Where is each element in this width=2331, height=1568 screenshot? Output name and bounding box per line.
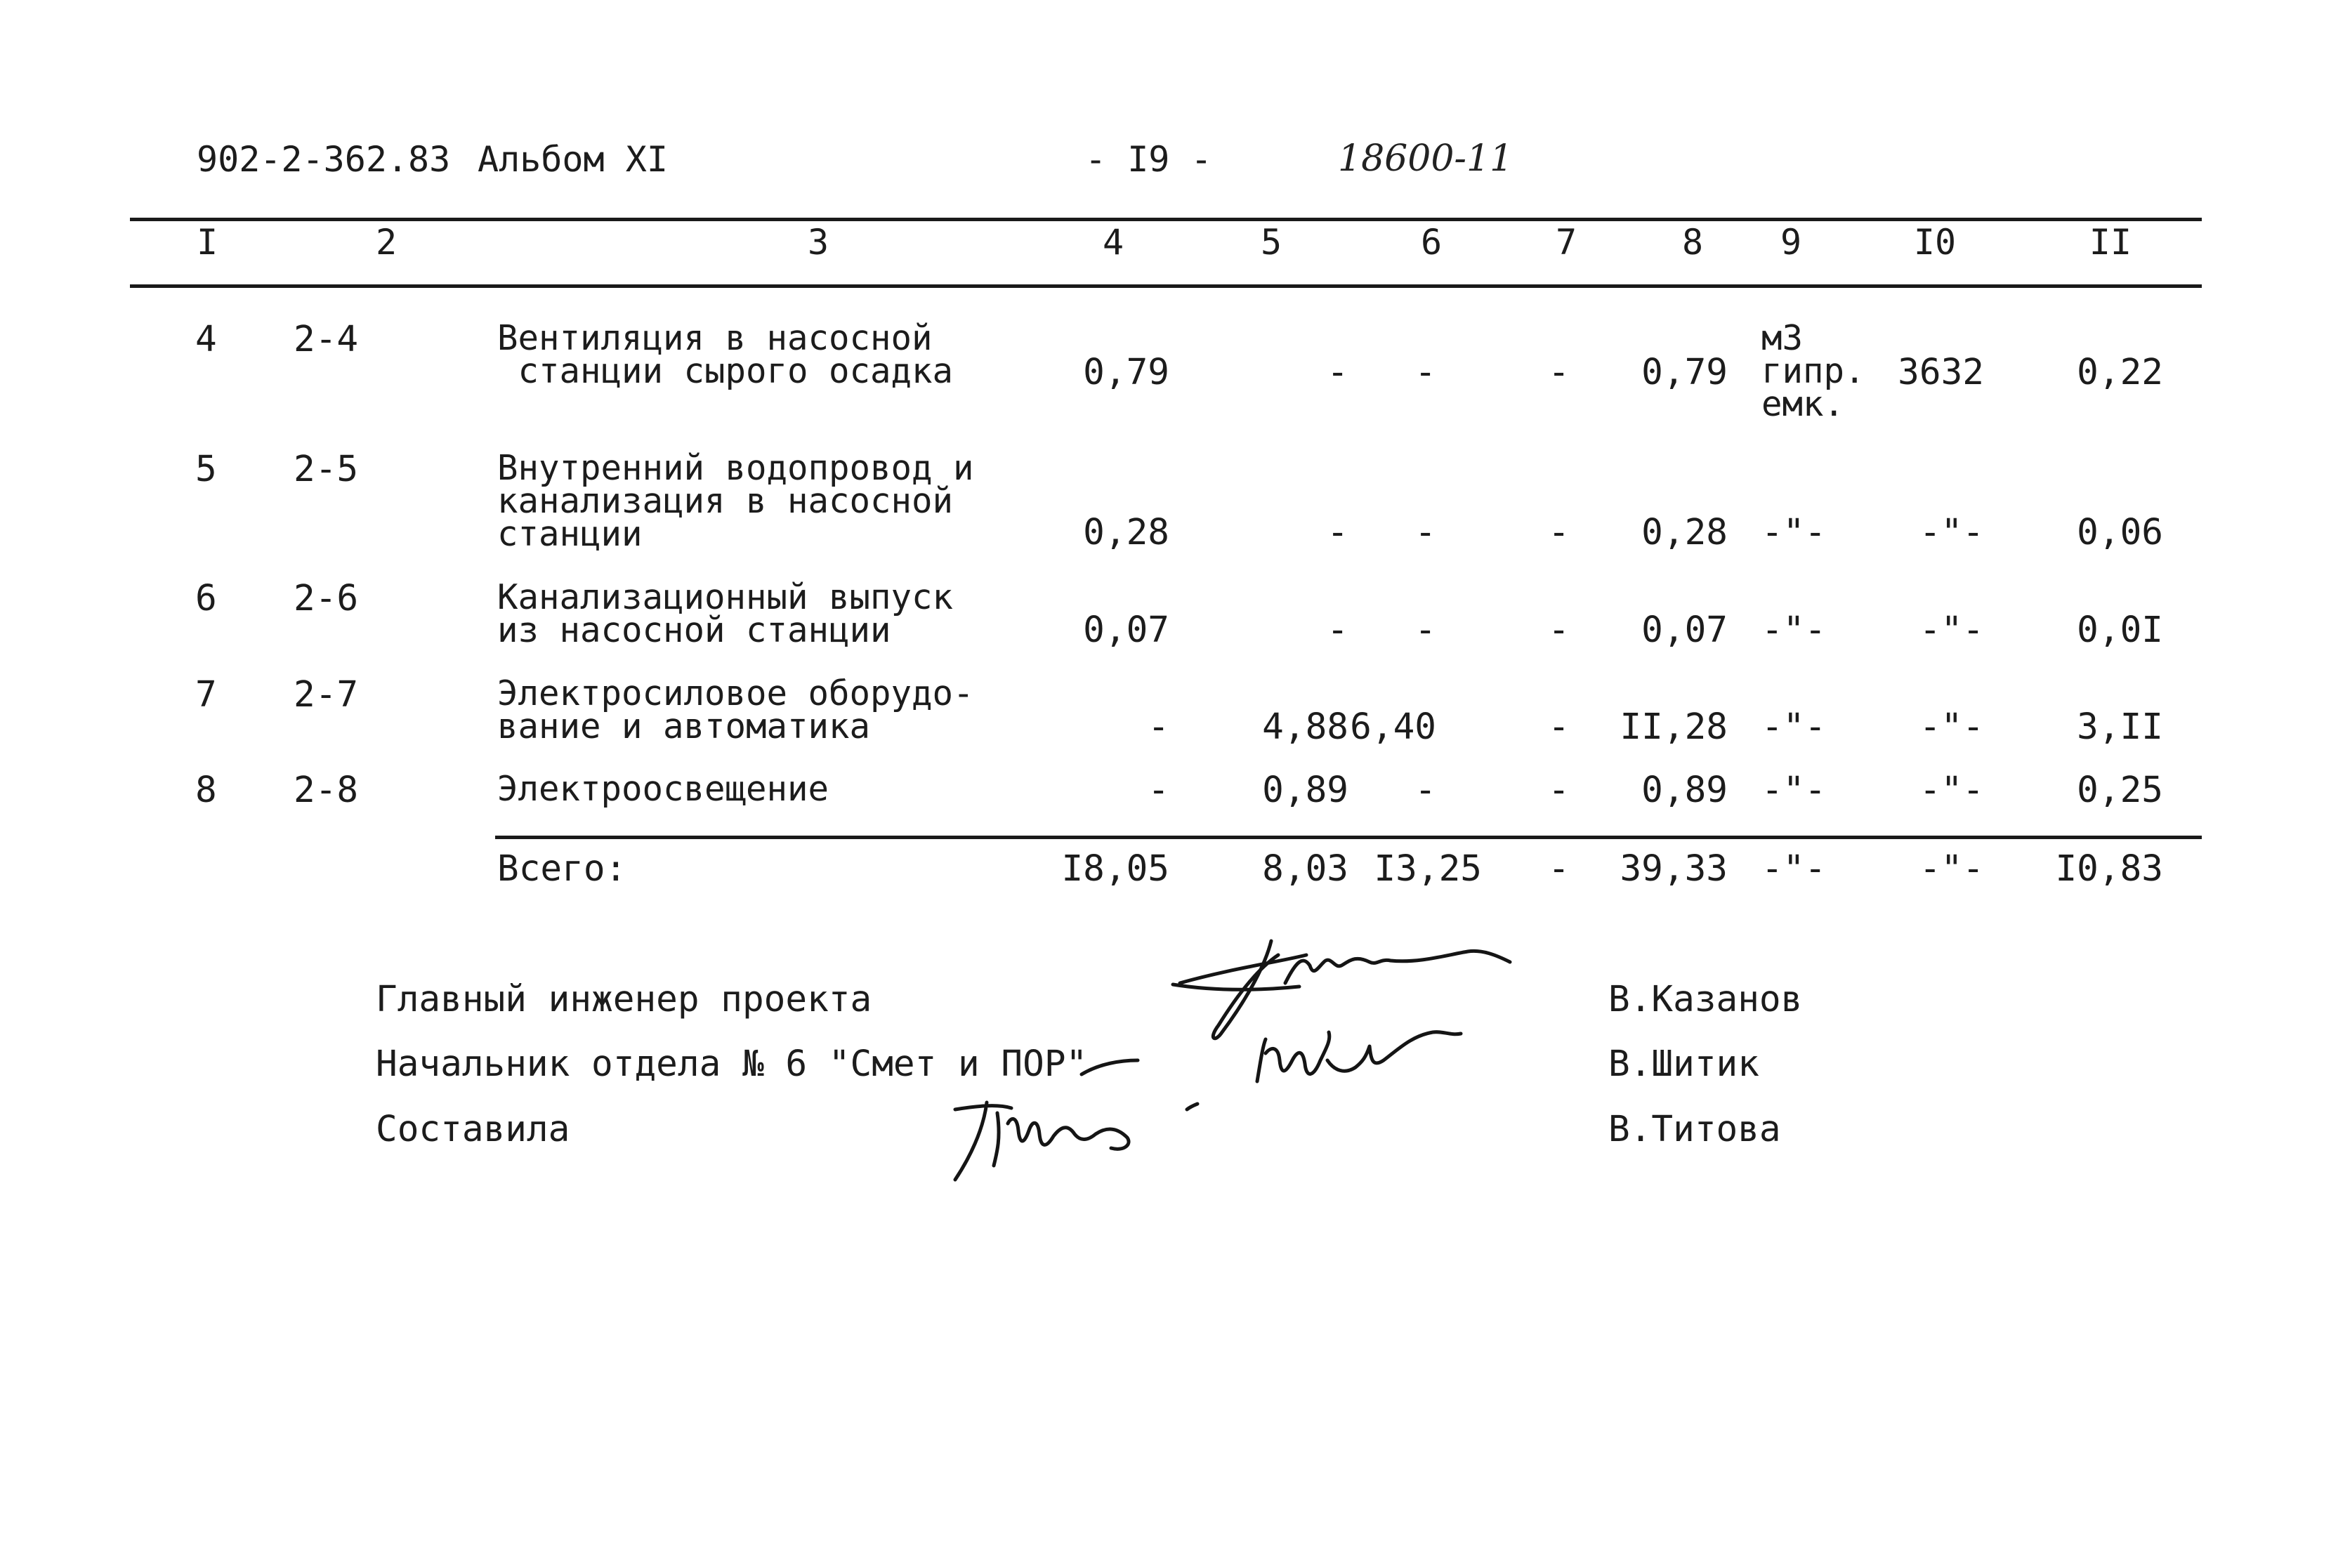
cell-col8: II,28 (1620, 706, 1728, 748)
row-code: 2-7 (294, 674, 359, 716)
total-col7: - (1548, 848, 1570, 890)
cell-col11: 3,II (2077, 706, 2163, 748)
signer-role: Начальник отдела № 6 "Смет и ПОР" (376, 1043, 1088, 1085)
row-description-line: Электросиловое оборудо- (497, 673, 974, 713)
column-number: 2 (375, 222, 398, 263)
cell-col7: - (1548, 512, 1570, 553)
cell-col8: 0,07 (1641, 610, 1728, 651)
total-rule (495, 836, 2202, 839)
unit-line: м3 (1761, 318, 1804, 358)
column-number: 3 (807, 222, 829, 263)
row-number: 6 (195, 578, 217, 619)
signer-name: В.Титова (1608, 1109, 1781, 1150)
total-col9: -"- (1761, 848, 1827, 890)
cell-col5: - (1327, 352, 1348, 393)
cell-col4: 0,07 (1083, 610, 1169, 651)
cell-col10: -"- (1919, 706, 1984, 748)
cell-col6: 6,40 (1350, 706, 1436, 748)
cell-col10: -"- (1919, 512, 1984, 553)
signer-role: Составила (376, 1109, 570, 1150)
cell-col4: 0,79 (1083, 352, 1169, 393)
unit-line: гипр. (1761, 351, 1865, 391)
row-description-line: станции (497, 514, 643, 554)
cell-col11: 0,25 (2077, 770, 2163, 811)
page-number: - I9 - (1085, 139, 1212, 180)
row-number: 7 (195, 674, 217, 716)
column-number: 5 (1260, 222, 1282, 263)
row-description-line: из насосной станции (497, 610, 891, 650)
row-description-line: вание и автоматика (497, 706, 871, 746)
cell-col11: 0,22 (2077, 352, 2163, 393)
row-description-line: канализация в насосной (497, 481, 954, 521)
cell-col5: - (1327, 610, 1348, 651)
column-number: II (2089, 222, 2132, 263)
cell-col4: 0,28 (1083, 512, 1169, 553)
cell-col11: 0,0I (2077, 610, 2163, 651)
row-description-line: Вентиляция в насосной (497, 318, 933, 358)
cell-col9: -"- (1761, 610, 1827, 651)
row-code: 2-8 (294, 770, 359, 811)
signer-role: Главный инженер проекта (376, 979, 872, 1020)
row-number: 5 (195, 449, 217, 490)
total-col8: 39,33 (1620, 848, 1728, 890)
row-description-line: Канализационный выпуск (497, 577, 954, 617)
cell-col7: - (1548, 770, 1570, 811)
cell-col6: - (1414, 512, 1436, 553)
cell-col5: - (1327, 512, 1348, 553)
cell-col10: -"- (1919, 610, 1984, 651)
signer-name: В.Казанов (1608, 979, 1803, 1020)
cell-col8: 0,89 (1641, 770, 1728, 811)
cell-col10: -"- (1919, 770, 1984, 811)
column-number: I0 (1913, 222, 1957, 263)
cell-col6: - (1414, 610, 1436, 651)
row-code: 2-4 (294, 319, 359, 360)
album-label: Альбом XI (478, 139, 668, 180)
cell-col8: 0,79 (1641, 352, 1728, 393)
cell-col4: - (1148, 706, 1169, 748)
row-description-line: станции сырого осадка (497, 351, 954, 391)
signer-name: В.Шитик (1608, 1043, 1759, 1085)
cell-col5: 4,88 (1262, 706, 1348, 748)
signature-titova (927, 1081, 1292, 1187)
total-col10: -"- (1919, 848, 1984, 890)
column-number: 8 (1681, 222, 1704, 263)
cell-col11: 0,06 (2077, 512, 2163, 553)
total-label: Всего: (497, 848, 627, 890)
column-number: I (196, 222, 218, 263)
document-code: 902-2-362.83 (197, 139, 451, 180)
handwritten-number: 18600-11 (1338, 138, 1513, 180)
row-code: 2-6 (294, 578, 359, 619)
total-col5: 8,03 (1262, 848, 1348, 890)
cell-col8: 0,28 (1641, 512, 1728, 553)
cell-col7: - (1548, 610, 1570, 651)
column-number: 6 (1420, 222, 1443, 263)
cell-col10: 3632 (1898, 352, 1984, 393)
row-code: 2-5 (294, 449, 359, 490)
row-number: 4 (195, 319, 217, 360)
row-description-line: Электроосвещение (497, 769, 829, 809)
unit-line: емк. (1761, 384, 1845, 424)
total-col4: I8,05 (1061, 848, 1169, 890)
table-top-rule (130, 218, 2202, 221)
cell-col9: -"- (1761, 512, 1827, 553)
cell-col6: - (1414, 352, 1436, 393)
total-col6: I3,25 (1374, 848, 1482, 890)
total-col11: I0,83 (2055, 848, 2163, 890)
cell-col9: -"- (1761, 706, 1827, 748)
row-description-line: Внутренний водопровод и (497, 448, 974, 488)
cell-col9: -"- (1761, 770, 1827, 811)
column-number: 4 (1102, 222, 1124, 263)
cell-col7: - (1548, 352, 1570, 393)
column-number: 9 (1780, 222, 1802, 263)
cell-col6: - (1414, 770, 1436, 811)
header-bottom-rule (130, 284, 2202, 288)
row-number: 8 (195, 770, 217, 811)
cell-col4: - (1148, 770, 1169, 811)
column-number: 7 (1555, 222, 1577, 263)
cell-col7: - (1548, 706, 1570, 748)
cell-col5: 0,89 (1262, 770, 1348, 811)
